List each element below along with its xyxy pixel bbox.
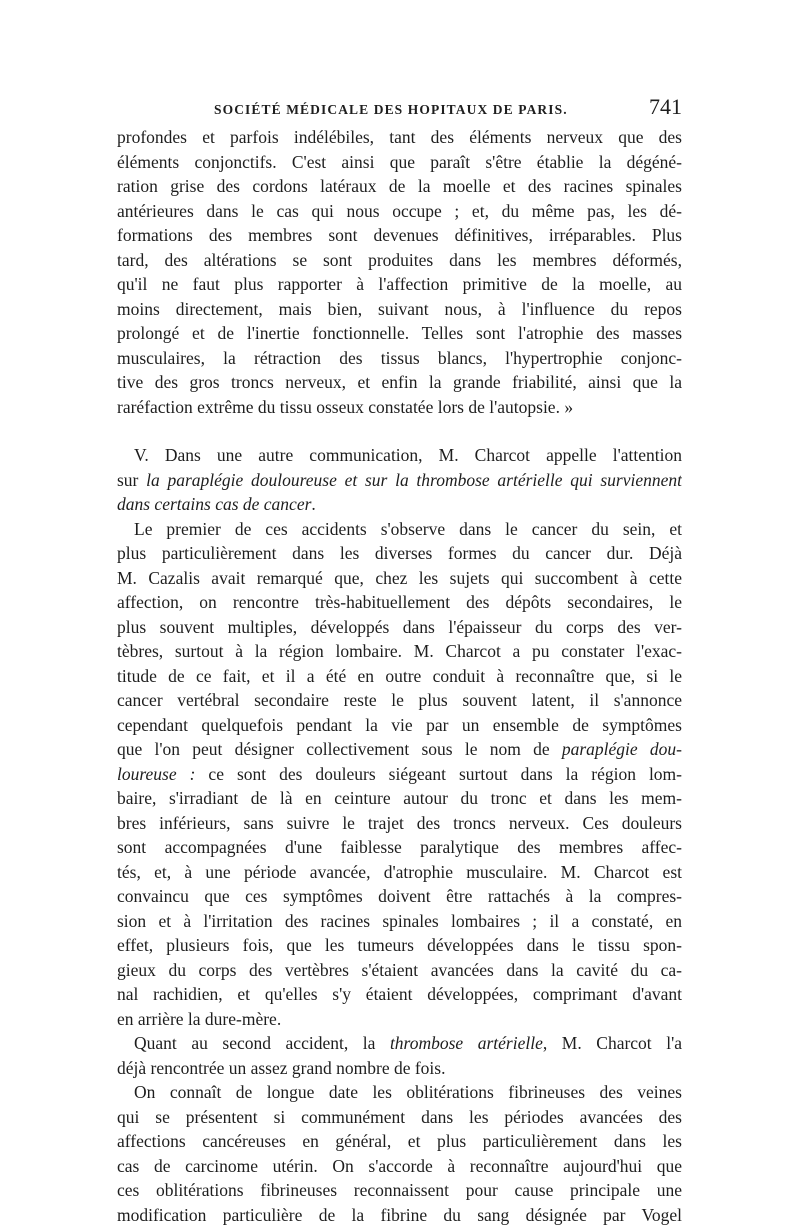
text-line	[117, 468, 682, 493]
text-line: déjà rencontrée un assez grand nombre de fois.	[117, 1056, 682, 1081]
text-line: musculaires, la rétraction des tissus blancs, l'hypertrophie conjonc-	[117, 346, 682, 371]
text-line: ces oblitérations fibrineuses reconnaissent pour cause principale une	[117, 1178, 682, 1203]
text-line: tèbres, surtout à la région lombaire. M. Charcot a pu constater l'exac-	[117, 639, 682, 664]
text-line: moins directement, mais bien, suivant nous, à l'influence du repos	[117, 297, 682, 322]
text-line	[117, 762, 682, 787]
text-line: titude de ce fait, et il a été en outre conduit à reconnaître que, si le	[117, 664, 682, 689]
text-line: Le premier de ces accidents s'observe dans le cancer du sein, et	[117, 517, 682, 542]
text-line: convaincu que ces symptômes doivent être rattachés à la compres-	[117, 884, 682, 909]
text-line: V. Dans une autre communication, M. Charcot appelle l'attention	[117, 443, 682, 468]
text-line: ration grise des cordons latéraux de la moelle et des racines spinales	[117, 174, 682, 199]
text-line: profondes et parfois indélébiles, tant des éléments nerveux que des	[117, 125, 682, 150]
text-line: gieux du corps des vertèbres s'étaient avancées dans la cavité du ca-	[117, 958, 682, 983]
text-line: qui se présentent si communément dans les périodes avancées des	[117, 1105, 682, 1130]
text-line: M. Cazalis avait remarqué que, chez les sujets qui succombent à cette	[117, 566, 682, 591]
text-line	[117, 737, 682, 762]
text-line: en arrière la dure-mère.	[117, 1007, 682, 1032]
text-line: affections cancéreuses en général, et plus particulièrement dans les	[117, 1129, 682, 1154]
running-head	[117, 94, 682, 126]
text-line: antérieures dans le cas qui nous occupe ; et, du même pas, les dé-	[117, 199, 682, 224]
text-line: plus souvent multiples, développés dans l'épaisseur du corps des ver-	[117, 615, 682, 640]
text-line: tive des gros troncs nerveux, et enfin la grande friabilité, ainsi que la	[117, 370, 682, 395]
text-line	[117, 1031, 682, 1056]
text-line: sont accompagnées d'une faiblesse paralytique des membres affec-	[117, 835, 682, 860]
text-fragment: .	[311, 494, 315, 514]
text-line: cependant quelquefois pendant la vie par un ensemble de symptômes	[117, 713, 682, 738]
text-fragment: sur	[117, 470, 146, 490]
italic-title-fragment: la paraplégie douloureuse et sur la thrombose artérielle qui surviennent	[146, 470, 682, 490]
paragraph-paraplegia	[117, 517, 682, 1032]
section-v-intro	[117, 443, 682, 517]
text-line: modification particulière de la fibrine du sang désignée par Vogel	[117, 1203, 682, 1227]
page-number: 741	[649, 94, 682, 120]
italic-title-fragment: dans certains cas de cancer	[117, 494, 311, 514]
text-line: raréfaction extrême du tissu osseux constatée lors de l'autopsie. »	[117, 395, 682, 420]
text-line: affection, on rencontre très-habituellement des dépôts secondaires, le	[117, 590, 682, 615]
paragraph-thrombosis	[117, 1031, 682, 1080]
text-line: baire, s'irradiant de là en ceinture autour du tronc et dans les mem-	[117, 786, 682, 811]
text-fragment: Quant au second accident, la	[134, 1033, 390, 1053]
text-line: tard, des altérations se sont produites dans les membres déformés,	[117, 248, 682, 273]
italic-term-fragment: paraplégie dou-	[562, 739, 682, 759]
italic-term-fragment: thrombose artérielle	[390, 1033, 543, 1053]
text-line: éléments conjonctifs. C'est ainsi que paraît s'être établie la dégéné-	[117, 150, 682, 175]
text-line: sion et à l'irritation des racines spinales lombaires ; il a constaté, en	[117, 909, 682, 934]
text-line: bres inférieurs, sans suivre le trajet des troncs nerveux. Ces douleurs	[117, 811, 682, 836]
italic-term-fragment: loureuse :	[117, 764, 195, 784]
paragraph-continued-quote	[117, 125, 682, 419]
running-title: SOCIÉTÉ MÉDICALE DES HOPITAUX DE PARIS.	[214, 102, 568, 118]
text-line: tés, et, à une période avancée, d'atrophie musculaire. M. Charcot est	[117, 860, 682, 885]
text-line: prolongé et de l'inertie fonctionnelle. Telles sont l'atrophie des masses	[117, 321, 682, 346]
text-line: nal rachidien, et qu'elles s'y étaient développées, comprimant d'avant	[117, 982, 682, 1007]
body-text	[117, 125, 682, 1227]
text-line: qu'il ne faut plus rapporter à l'affection primitive de la moelle, au	[117, 272, 682, 297]
section-gap	[117, 419, 682, 443]
text-line: plus particulièrement dans les diverses formes du cancer dur. Déjà	[117, 541, 682, 566]
text-line: cas de carcinome utérin. On s'accorde à reconnaître aujourd'hui que	[117, 1154, 682, 1179]
text-fragment: que l'on peut désigner collectivement sous le nom de	[117, 739, 562, 759]
text-line: On connaît de longue date les oblitérations fibrineuses des veines	[117, 1080, 682, 1105]
text-line: formations des membres sont devenues définitives, irréparables. Plus	[117, 223, 682, 248]
text-fragment: ce sont des douleurs siégeant surtout dans la région lom-	[195, 764, 682, 784]
text-line: cancer vertébral secondaire reste le plus souvent latent, il s'annonce	[117, 688, 682, 713]
text-fragment: , M. Charcot l'a	[543, 1033, 682, 1053]
text-line	[117, 492, 682, 517]
text-line: effet, plusieurs fois, que les tumeurs développées dans le tissu spon-	[117, 933, 682, 958]
paragraph-obliterations	[117, 1080, 682, 1227]
